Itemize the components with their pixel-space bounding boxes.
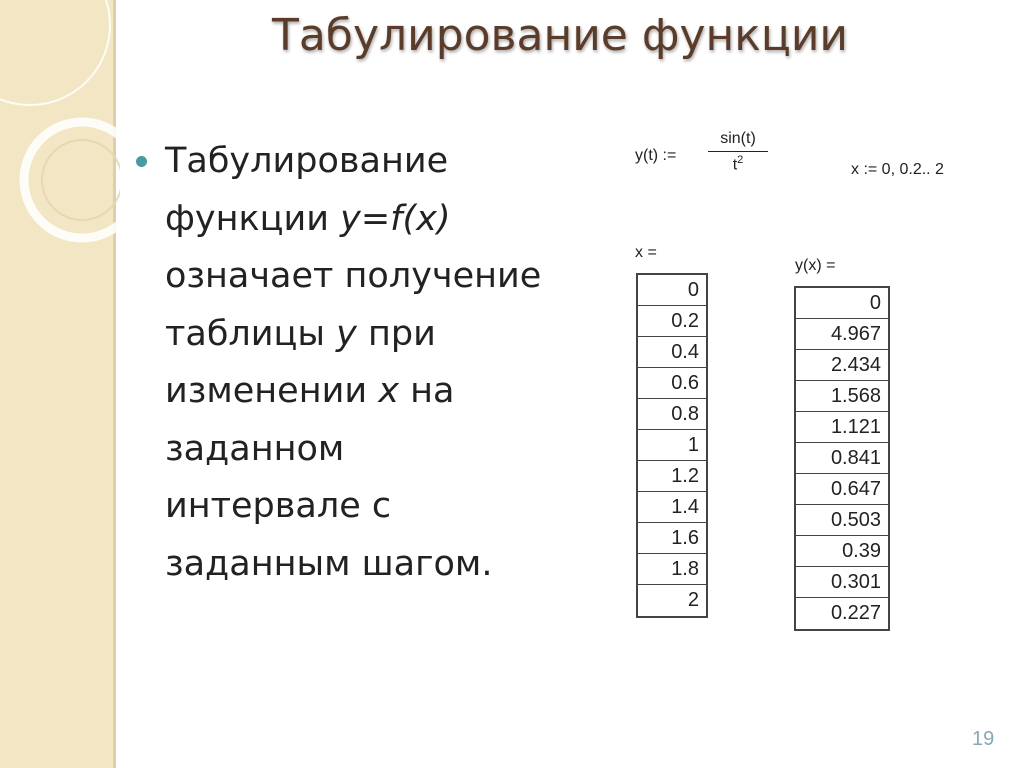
table-cell: 0.647: [796, 474, 888, 505]
bullet-line: означает получение: [165, 256, 542, 296]
bullet-line: [165, 363, 575, 421]
denominator-base: t: [732, 156, 738, 174]
table-cell: 1.4: [638, 492, 706, 523]
slide-title: Табулирование функции: [271, 10, 849, 61]
bullet-line: Табулирование: [165, 141, 449, 181]
bullet-text-run: на: [398, 371, 455, 411]
denominator-exponent: 2: [737, 154, 744, 166]
bullet-line: заданным шагом.: [165, 543, 493, 584]
fraction-denominator: [708, 154, 768, 174]
function-notation: y=f(x): [340, 198, 451, 239]
table-cell: 1.8: [638, 554, 706, 585]
table-cell: 0: [638, 275, 706, 306]
table-cell: 0.227: [830, 602, 881, 624]
table-cell: 1.121: [796, 412, 888, 443]
table-cell: 1.568: [796, 381, 888, 412]
bullet-marker: [136, 156, 147, 167]
deco-circle-inner: [42, 140, 120, 220]
table-cell: 2: [687, 589, 699, 611]
table-cell: 0.39: [796, 536, 888, 567]
y-table-label: y(x) =: [795, 257, 836, 274]
table-cell: 0.6: [638, 368, 706, 399]
deco-circle-large: [0, 0, 110, 105]
table-cell: 0.4: [638, 337, 706, 368]
table-cell: 0.301: [796, 567, 888, 598]
x-values-table: [636, 273, 708, 618]
fraction-numerator: sin(t): [720, 130, 756, 147]
table-cell: 0: [796, 288, 888, 319]
bullet-text-run: функции: [165, 198, 341, 239]
fraction-bar: [708, 151, 768, 152]
bullet-text: [165, 133, 575, 593]
bullet-text-run: таблицы: [165, 313, 337, 354]
page-number: 19: [972, 728, 995, 750]
table-cell: 2.434: [796, 350, 888, 381]
formula-fraction: [708, 130, 768, 174]
formula-lhs: y(t) :=: [635, 147, 677, 164]
bullet-line: [165, 306, 575, 364]
decorative-circles: [0, 0, 120, 330]
x-table-label: x =: [635, 244, 657, 261]
bullet-line: [165, 191, 575, 249]
table-cell: 1.2: [638, 461, 706, 492]
deco-circle-ring: [24, 122, 120, 238]
table-cell: 4.967: [796, 319, 888, 350]
table-cell: 0.503: [796, 505, 888, 536]
variable-x: x: [378, 371, 399, 411]
table-cell: 0.8: [638, 399, 706, 430]
table-cell: 1: [638, 430, 706, 461]
bullet-text-run: изменении: [165, 371, 379, 411]
bullet-line: интервале с: [165, 486, 392, 526]
bullet-line: заданном: [165, 428, 345, 469]
variable-y: y: [336, 313, 357, 354]
range-definition: x := 0, 0.2.. 2: [851, 161, 944, 178]
table-cell: 0.841: [796, 443, 888, 474]
y-values-table: [794, 286, 890, 631]
table-cell: 0.2: [638, 306, 706, 337]
bullet-text-run: при: [356, 313, 436, 354]
table-cell: 1.6: [638, 523, 706, 554]
